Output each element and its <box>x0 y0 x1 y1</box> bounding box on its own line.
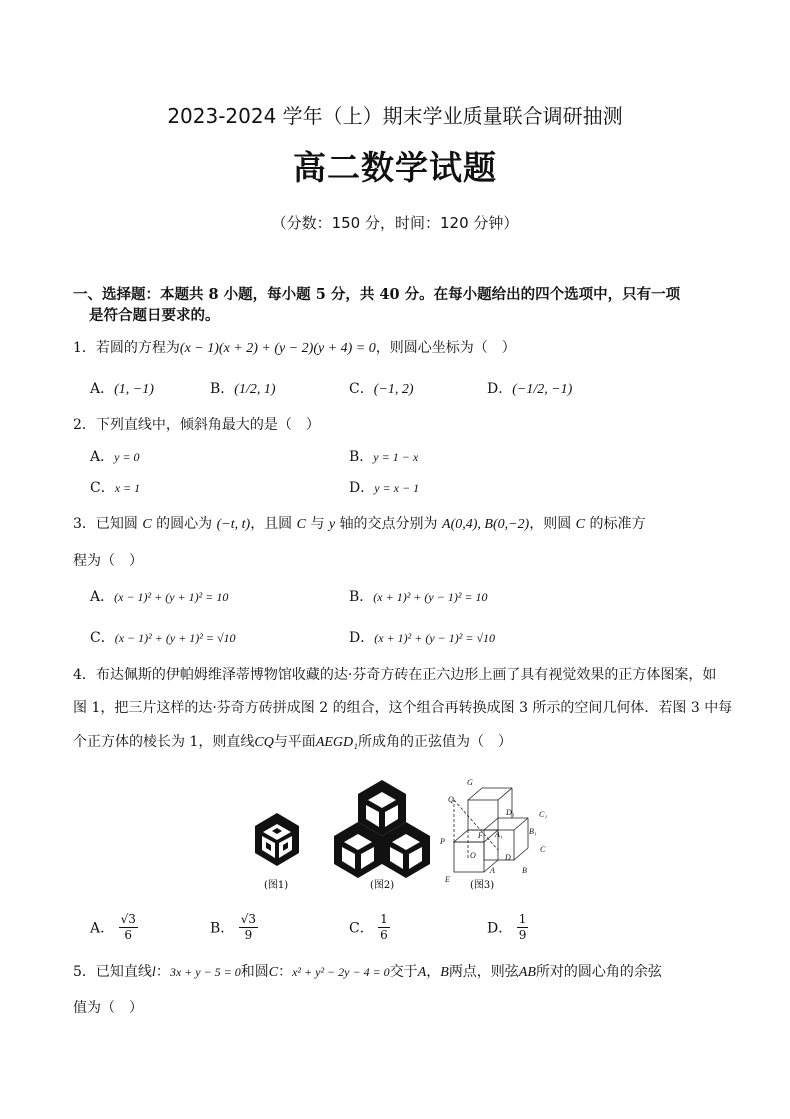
q3-center: (−t, t) <box>216 517 251 532</box>
q3-text: ，且圆 <box>250 516 293 532</box>
fig3-label-o: O <box>470 851 476 860</box>
q1-prefix: 1．若圆的方程为 <box>73 340 180 356</box>
figure-1-caption: (图1) <box>264 880 289 891</box>
fig3-label-b: B <box>522 866 527 875</box>
fig3-label-b1: B₁ <box>529 827 537 836</box>
fig3-label-d: D <box>505 853 511 862</box>
q1-option-b <box>210 378 276 398</box>
figure-3-labels <box>439 778 547 884</box>
q3-text: 的圆心为 <box>156 516 213 532</box>
q5-point-b: B <box>440 965 449 980</box>
option-label: A． <box>90 920 115 937</box>
q4-figures <box>240 770 570 895</box>
option-value: (1, −1) <box>114 382 154 397</box>
fraction-numerator: 1 <box>518 912 527 926</box>
fig3-label-f: F <box>478 831 483 840</box>
q5-line-equation: 3x + y − 5 = 0 <box>169 965 241 979</box>
fig3-label-a1: A₁ <box>495 830 503 839</box>
q4-line-cq: CQ <box>254 735 274 750</box>
option-value: (x + 1)² + (y − 1)² = √10 <box>374 631 496 645</box>
option-value: (x + 1)² + (y − 1)² = 10 <box>373 590 488 604</box>
q1-option-d <box>487 378 572 398</box>
q3-circle-c: C <box>575 517 586 532</box>
question-4-line3 <box>73 731 512 751</box>
q3-points: A(0,4), B(0,−2) <box>442 517 530 532</box>
q3-text: 3．已知圆 <box>73 516 138 532</box>
option-label: C． <box>349 920 374 937</box>
option-value: y = x − 1 <box>374 481 420 495</box>
q3-y-axis: y <box>328 517 336 532</box>
q3-option-b <box>349 586 488 606</box>
fraction-denominator: 9 <box>518 928 527 942</box>
option-value: (−1/2, −1) <box>512 382 573 397</box>
figure-1-hex-tile <box>255 813 299 866</box>
q5-circle-equation: x² + y² − 2y − 4 = 0 <box>292 965 390 979</box>
q5-text: ， <box>426 964 441 980</box>
q5-text: 和圆 <box>240 964 269 980</box>
option-fraction <box>119 912 138 943</box>
figure-3-cube-diagram <box>454 788 528 872</box>
question-4-line2: 图 1，把三片这样的达·芬奇方砖拼成图 2 的组合，这个组合再转换成图 3 所示的空间几何体．若图 3 中每 <box>73 700 733 716</box>
q1-equation: (x − 1)(x + 2) + (y − 2)(y + 4) = 0 <box>179 341 376 356</box>
option-label: A． <box>90 449 115 465</box>
figure-2-caption: (图2) <box>370 880 395 891</box>
q5-chord-ab: AB <box>518 965 536 980</box>
q3-text: 轴的交点分别为 <box>339 516 438 532</box>
fraction-numerator: 1 <box>380 912 388 926</box>
q1-suffix: ，则圆心坐标为（ ） <box>375 340 516 356</box>
figure-2-hex-combo <box>334 780 430 878</box>
question-5-stem <box>73 961 662 981</box>
q4-text: 个正方体的棱长为 1，则直线 <box>73 734 255 750</box>
q5-text: ： <box>278 964 293 980</box>
q4-text: 与平面 <box>273 734 316 750</box>
fig3-label-q: Q <box>448 795 454 804</box>
fig3-label-g: G <box>467 778 473 787</box>
q1-option-a <box>90 378 154 398</box>
fig3-label-p: P <box>440 837 445 846</box>
q5-line-l: l <box>151 965 156 980</box>
q3-text: ，则圆 <box>529 516 572 532</box>
exam-title-line1: 2023-2024 学年（上）期末学业质量联合调研抽测 <box>167 104 623 128</box>
option-value: (x − 1)² + (y + 1)² = √10 <box>114 631 236 645</box>
option-label: D． <box>349 480 375 496</box>
q5-text: 5．已知直线 <box>73 964 152 980</box>
option-label: B． <box>349 589 374 605</box>
option-label: A． <box>90 381 115 397</box>
option-value: y = 1 − x <box>373 450 419 464</box>
option-fraction <box>517 912 529 943</box>
option-label: D． <box>487 920 513 937</box>
fig3-label-c1: C₁ <box>539 810 548 819</box>
option-value: x = 1 <box>114 481 141 495</box>
q5-text: ： <box>155 964 170 980</box>
figure-3-caption: (图3) <box>470 880 495 891</box>
option-label: C． <box>90 480 115 496</box>
exam-title-main: 高二数学试题 <box>293 148 497 187</box>
exam-info: （分数：150 分，时间：120 分钟） <box>271 214 519 232</box>
question-4-line1: 4．布达佩斯的伊帕姆维泽蒂博物馆收藏的达·芬奇方砖在正六边形上画了具有视觉效果的正方体图案，如 <box>73 667 717 683</box>
option-value: (−1, 2) <box>373 382 414 397</box>
option-label: C． <box>349 381 374 397</box>
option-label: B． <box>349 449 374 465</box>
option-label: B． <box>210 381 235 397</box>
fig3-label-a: A <box>490 866 495 875</box>
q3-circle-c: C <box>142 517 152 532</box>
fig3-label-c: C <box>540 845 546 854</box>
fig3-label-d1: D₁ <box>506 808 515 817</box>
fraction-numerator: √3 <box>240 912 257 926</box>
option-value: (1/2, 1) <box>234 382 276 397</box>
section-heading-line2: 是符合题日要求的。 <box>89 307 220 324</box>
fig3-label-e: E <box>445 875 450 884</box>
q4-option-c <box>349 912 390 943</box>
question-1-stem <box>73 337 516 357</box>
q4-option-d <box>487 912 528 943</box>
q3-text: 与 <box>310 516 325 532</box>
q4-option-b <box>210 912 258 943</box>
fraction-numerator: √3 <box>120 912 136 926</box>
q3-text: 的标准方 <box>589 516 646 532</box>
fraction-denominator: 6 <box>380 928 388 942</box>
option-label: D． <box>487 381 513 397</box>
q5-text: 交于 <box>389 964 418 980</box>
q1-option-c <box>349 378 414 398</box>
q2-option-c <box>90 477 140 497</box>
q4-option-a <box>90 912 138 943</box>
fraction-denominator: 9 <box>244 928 253 942</box>
question-3-stem <box>73 513 645 533</box>
question-3-line2: 程为（ ） <box>73 553 143 569</box>
option-label: A． <box>90 589 115 605</box>
q3-option-c <box>90 627 236 647</box>
q4-text: 所成角的正弦值为（ ） <box>358 734 513 750</box>
q2-option-b <box>349 446 418 466</box>
question-2-stem: 2．下列直线中，倾斜角最大的是（ ） <box>73 417 320 433</box>
q2-option-a <box>90 446 140 466</box>
section-heading <box>73 284 680 326</box>
q5-circle-c: C <box>268 965 279 980</box>
q3-option-a <box>90 586 228 606</box>
option-value: (x − 1)² + (y + 1)² = 10 <box>114 590 229 604</box>
q2-option-d <box>349 477 419 497</box>
q5-text: 两点，则弦 <box>448 964 519 980</box>
fraction-denominator: 6 <box>124 928 133 942</box>
option-label: B． <box>210 920 235 937</box>
section-heading-line1: 一、选择题：本题共 8 小题，每小题 5 分，共 40 分。在每小题给出的四个选项中，只有一项 <box>73 286 681 303</box>
option-label: D． <box>349 630 375 646</box>
q5-text: 所对的圆心角的余弦 <box>535 964 662 980</box>
q5-point-a: A <box>417 965 427 980</box>
q3-option-d <box>349 627 495 647</box>
q4-plane: AEGD₁ <box>315 735 359 750</box>
option-fraction <box>239 912 258 943</box>
q3-circle-c: C <box>296 517 306 532</box>
option-label: C． <box>90 630 115 646</box>
option-fraction <box>378 912 390 943</box>
option-value: y = 0 <box>114 450 140 464</box>
question-5-line2: 值为（ ） <box>73 1000 143 1016</box>
